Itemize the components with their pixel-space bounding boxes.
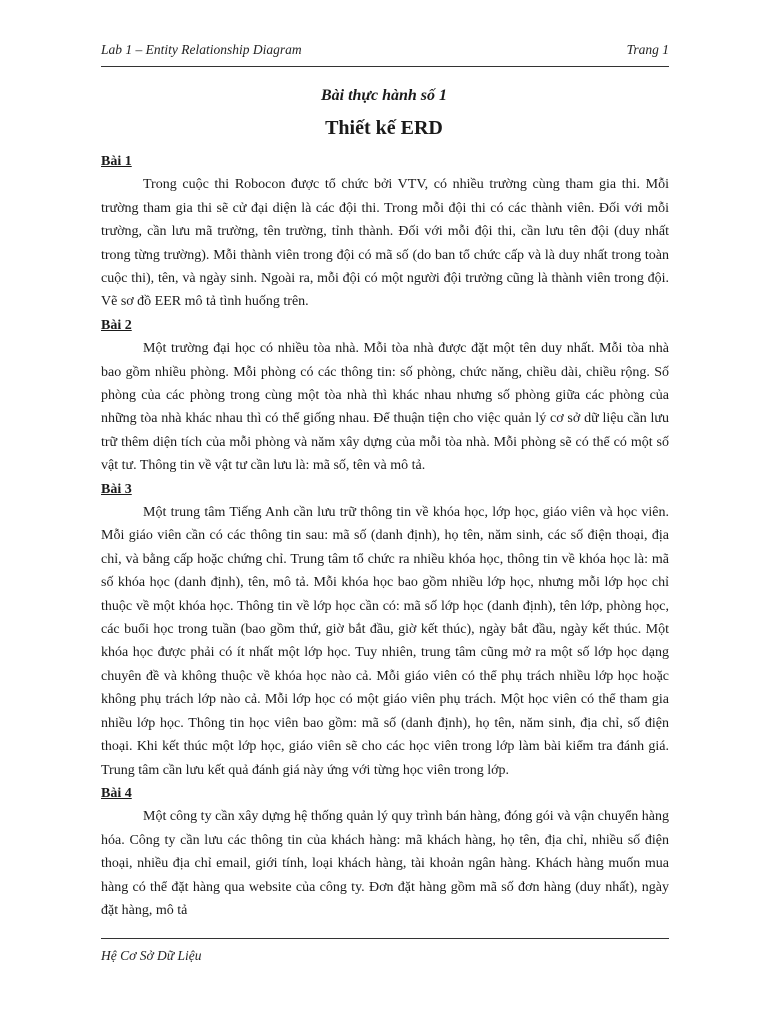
section-paragraph: Một trung tâm Tiếng Anh cần lưu trữ thông tin về khóa học, lớp học, giáo viên và học viên. Mỗi giáo viên cần có các thông tin sau: mã số (danh định), họ tên, năm sinh, các số điện thoại, địa chỉ, và bằng cấp hoặc chứng chỉ. Trung tâm tổ chức ra nhiều khóa học, thông tin về khóa học là: mã số khóa học (danh định), tên, mô tả. Mỗi khóa học bao gồm nhiều lớp học, nhưng mỗi lớp học chỉ thuộc về một khóa học. Thông tin về lớp học cần có: mã số lớp học (danh định), tên lớp, phòng học, các buổi học trong tuần (bao gồm thứ, giờ bắt đầu, giờ kết thúc), ngày bắt đầu, ngày kết thúc. Một khóa học được phải có ít nhất một lớp học. Tuy nhiên, trung tâm cũng mở ra một số lớp học dạng chuyên đề và không thuộc về khóa học nào cả. Mỗi giáo viên có thể phụ trách nhiều lớp học hoặc không phụ trách lớp nào cả. Mỗi lớp học có một giáo viên phụ trách. Một học viên có thể tham gia nhiều lớp học. Thông tin học viên bao gồm: mã số (danh định), họ tên, năm sinh, địa chỉ, số điện thoại. Khi kết thúc một lớp học, giáo viên sẽ cho các học viên trong lớp làm bài kiểm tra đánh giá. Trung tâm cần lưu kết quả đánh giá này ứng với từng học viên trong lớp.	[101, 505, 669, 778]
section-heading: Bài 2	[101, 317, 132, 333]
section-1	[101, 150, 669, 314]
footer-divider	[101, 938, 669, 939]
section-paragraph: Một trường đại học có nhiều tòa nhà. Mỗi tòa nhà được đặt một tên duy nhất. Mỗi tòa nhà bao gồm nhiều phòng. Mỗi phòng có các thông tin: số phòng, chức năng, chiều dài, chiều rộng. Số phòng của các phòng trong cùng một tòa nhà thì khác nhau nhưng số phòng giữa các phòng của những tòa nhà khác nhau thì có thể giống nhau. Để thuận tiện cho việc quản lý cơ sở dữ liệu cần lưu trữ thêm diện tích của mỗi phòng và năm xây dựng của mỗi tòa nhà. Mỗi phòng sẽ có thể có một số vật tư. Thông tin về vật tư cần lưu là: mã số, tên và mô tả.	[101, 341, 669, 474]
page-footer: Hệ Cơ Sở Dữ Liệu	[101, 948, 202, 963]
header-left: Lab 1 – Entity Relationship Diagram	[101, 42, 302, 57]
section-4	[101, 782, 669, 922]
section-paragraph: Một công ty cần xây dựng hệ thống quản lý quy trình bán hàng, đóng gói và vận chuyển hàng hóa. Công ty cần lưu các thông tin của khách hàng: mã khách hàng, họ tên, địa chỉ, nhiều số điện thoại, nhiều địa chỉ email, giới tính, loại khách hàng, tài khoản ngân hàng. Khách hàng muốn mua hàng có thể đặt hàng qua website của công ty. Đơn đặt hàng gồm mã số đơn hàng (duy nhất), ngày đặt hàng, mô tả	[101, 809, 669, 918]
section-heading: Bài 1	[101, 154, 132, 169]
document-body	[101, 150, 669, 922]
header-page-number: Trang 1	[626, 42, 669, 57]
section-heading: Bài 4	[101, 785, 132, 801]
section-3	[101, 478, 669, 782]
section-2	[101, 314, 669, 478]
page-header	[101, 42, 669, 64]
header-divider	[101, 66, 669, 67]
document-title: Thiết kế ERD	[325, 117, 443, 139]
document-subtitle: Bài thực hành số 1	[320, 87, 448, 104]
section-heading: Bài 3	[101, 481, 132, 497]
section-paragraph: Trong cuộc thi Robocon được tổ chức bởi VTV, có nhiều trường cùng tham gia thi. Mỗi trường tham gia thi sẽ cử đại diện là các đội thi. Trong mỗi đội thi có các thành viên. Đối với mỗi trường, cần lưu mã trường, tên trường, tỉnh thành. Đối với mỗi đội thi, cần lưu tên đội (duy nhất trong từng trường). Mỗi thành viên trong đội có mã số (do ban tổ chức cấp và là duy nhất trong toàn cuộc thi), tên, và ngày sinh. Ngoài ra, mỗi đội có một người đội trưởng cũng là thành viên trong đội. Vẽ sơ đồ EER mô tả tình huống trên.	[101, 177, 669, 310]
